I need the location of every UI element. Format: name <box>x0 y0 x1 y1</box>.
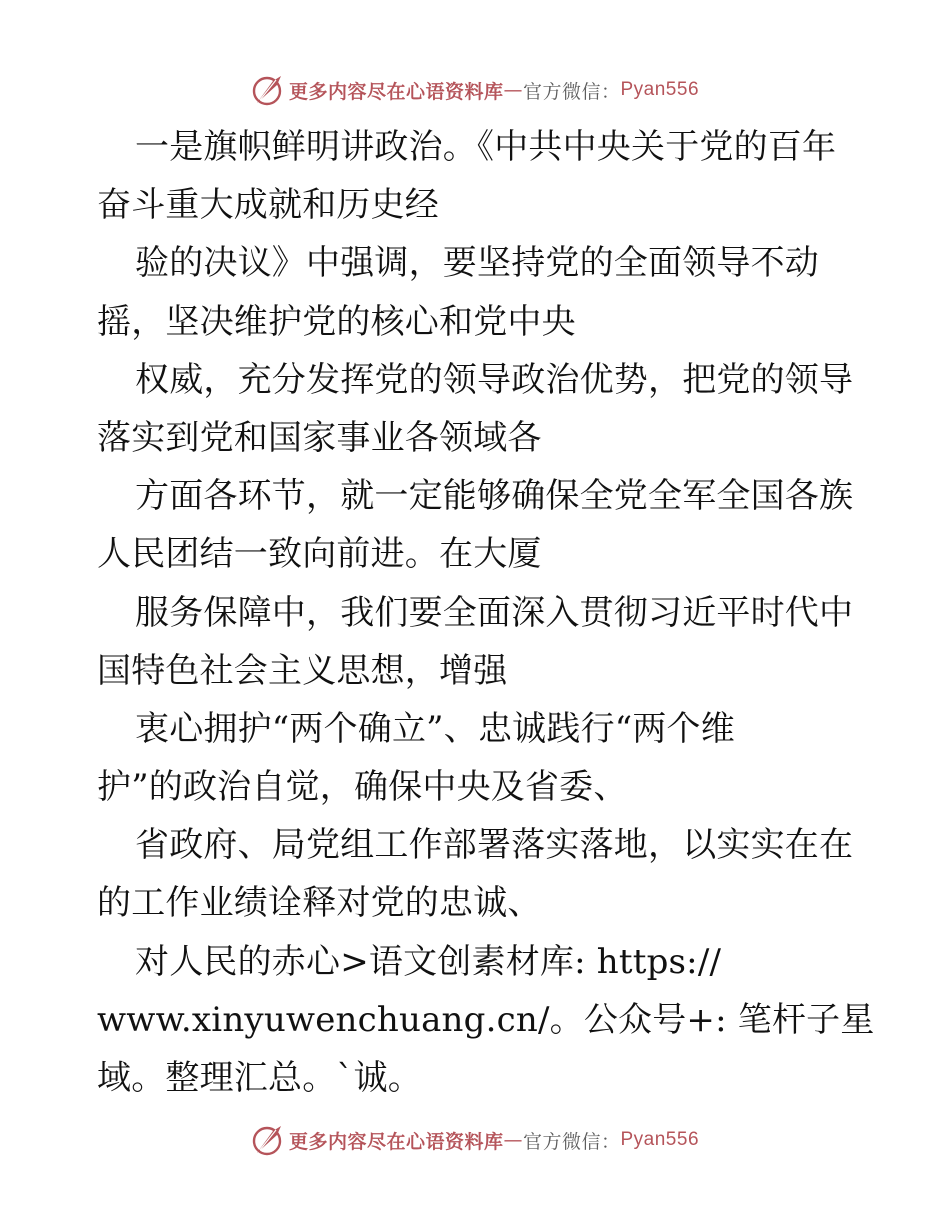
banner-wechat-label: 官方微信： <box>522 80 621 103</box>
banner-wechat-label: 官方微信： <box>522 1130 621 1153</box>
banner-main-text: 更多内容尽在心语资料库 <box>288 80 504 103</box>
body-line: www.xinyuwenchuang.cn/。公众号+: 笔杆子星 <box>97 999 875 1040</box>
banner-separator: — <box>503 1129 523 1151</box>
body-line: 落实到党和国家事业各领域各 <box>97 417 542 458</box>
body-line: 奋斗重大成就和历史经 <box>97 185 439 226</box>
body-line: 验的决议》中强调，要坚持党的全面领导不动 <box>135 243 819 284</box>
banner-separator: — <box>503 79 523 101</box>
footer-banner <box>0 1120 950 1160</box>
header-banner <box>0 70 950 110</box>
banner-main-text: 更多内容尽在心语资料库 <box>288 1130 504 1153</box>
body-line: 摇，坚决维护党的核心和党中央 <box>97 301 576 342</box>
banner-wechat-id: Pyan556 <box>620 1129 700 1150</box>
body-line: 人民团结一致向前进。在大厦 <box>97 534 542 575</box>
body-line: 省政府、局党组工作部署落实落地，以实实在在 <box>135 825 854 866</box>
body-line: 服务保障中，我们要全面深入贯彻习近平时代中 <box>135 592 854 633</box>
document-body <box>97 118 877 1107</box>
body-line: 方面各环节，就一定能够确保全党全军全国各族 <box>135 476 854 517</box>
body-line: 的工作业绩诠释对党的忠诚、 <box>97 883 542 924</box>
body-line: 一是旗帜鲜明讲政治。《中共中央关于党的百年 <box>135 127 837 167</box>
body-line: 权威，充分发挥党的领导政治优势，把党的领导 <box>135 359 854 400</box>
body-line: 域。整理汇总。`诚。 <box>97 1058 422 1098</box>
body-line: 护”的政治自觉，确保中央及省委、 <box>97 767 628 808</box>
body-line: 对人民的赤心>语文创素材库: https:// <box>135 941 722 982</box>
banner-wechat-id: Pyan556 <box>620 79 700 100</box>
quill-pen-logo-icon <box>251 73 285 107</box>
body-line: 国特色社会主义思想，增强 <box>97 650 508 691</box>
body-line: 衷心拥护“两个确立”、忠诚践行“两个维 <box>135 708 735 749</box>
quill-pen-logo-icon <box>251 1123 285 1157</box>
